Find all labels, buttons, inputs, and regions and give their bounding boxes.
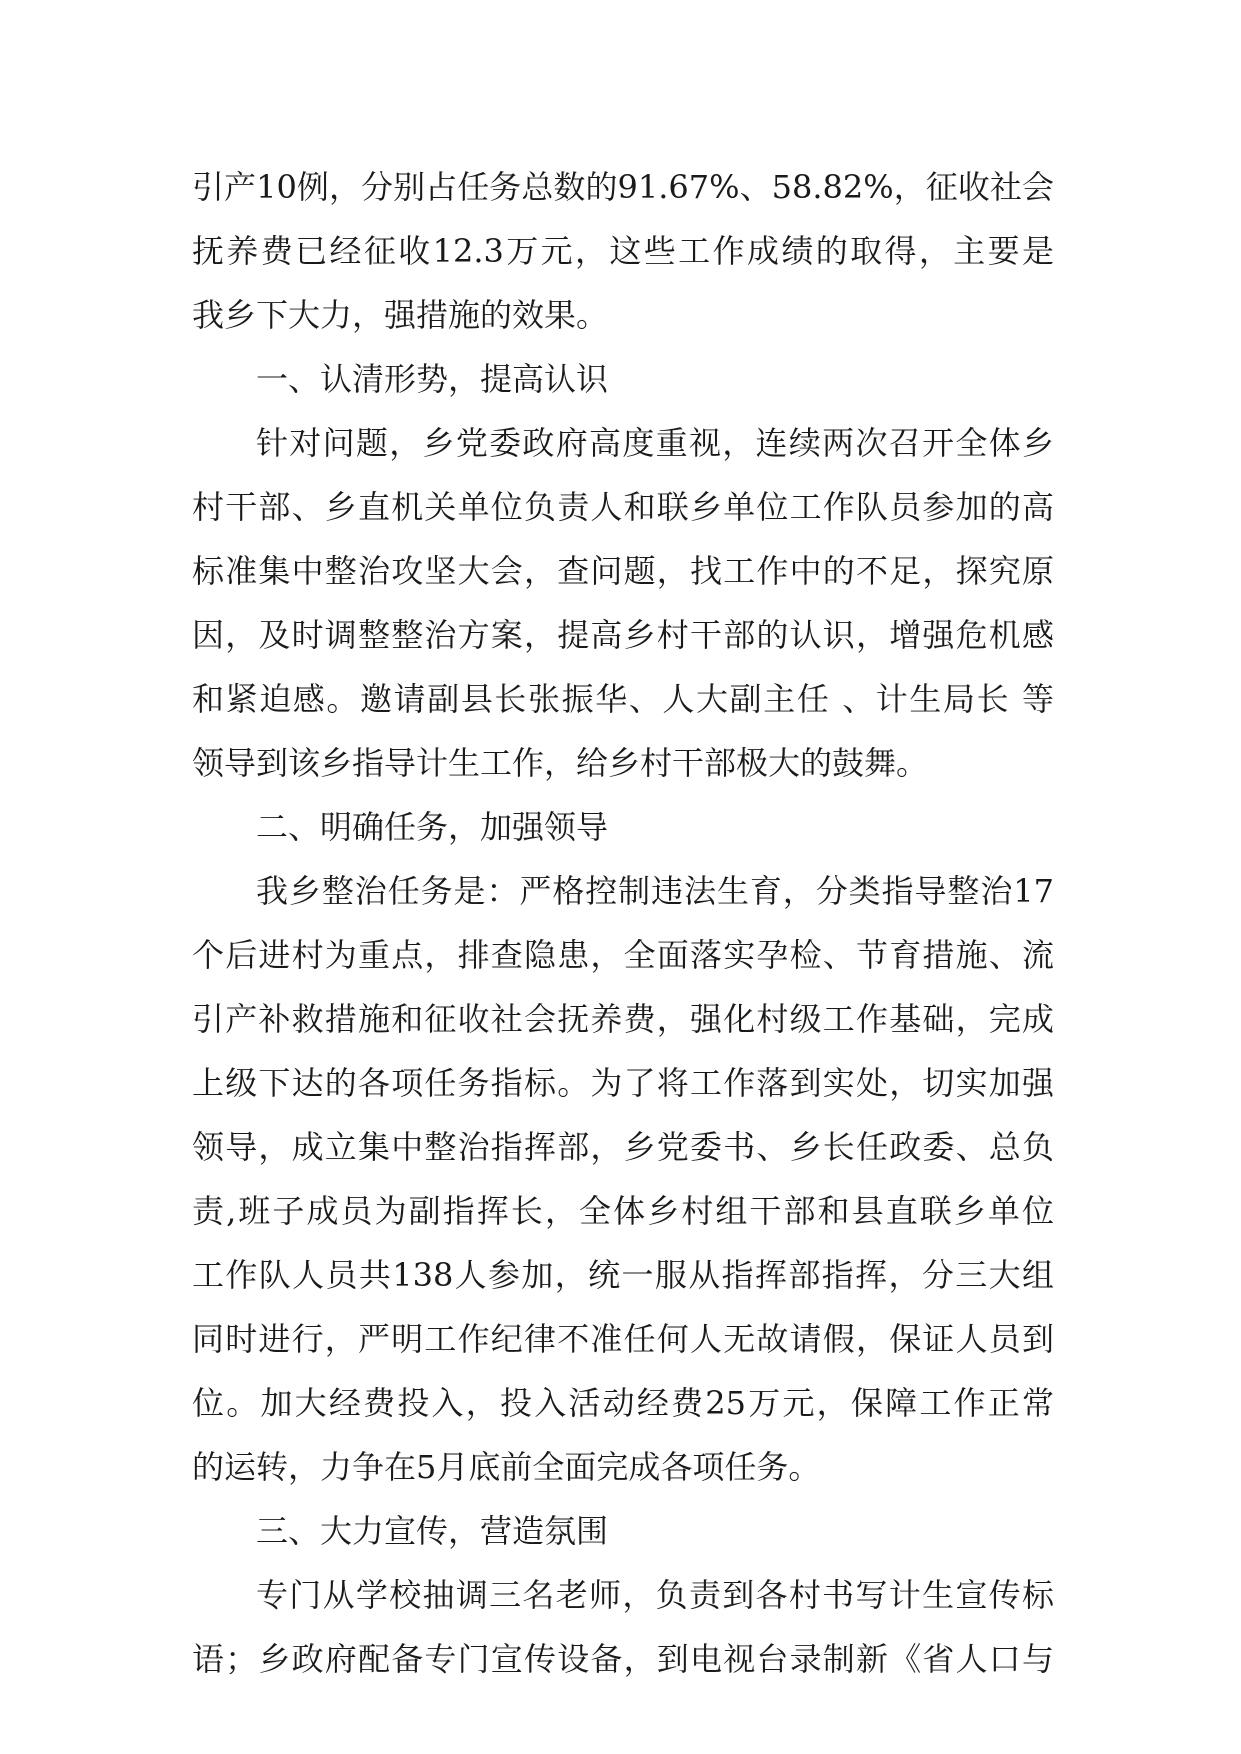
paragraph-line: 和紧迫感。邀请副县长张振华、人大副主任 、计生局长 等 [192,680,1054,718]
section-heading: 二、明确任务，加强领导 [256,808,609,846]
paragraph-line: 针对问题，乡党委政府高度重视，连续两次召开全体乡 [256,424,1054,462]
paragraph-line: 我乡下大力，强措施的效果。 [192,296,609,334]
paragraph-line: 引产10例，分别占任务总数的91.67%、58.82%，征收社会 [192,168,1054,206]
paragraph-line: 标准集中整治攻坚大会，查问题，找工作中的不足，探究原 [192,552,1054,590]
paragraph-line: 村干部、乡直机关单位负责人和联乡单位工作队员参加的高 [192,488,1054,526]
paragraph-line: 个后进村为重点，排查隐患，全面落实孕检、节育措施、流 [192,936,1054,974]
paragraph-line: 同时进行，严明工作纪律不准任何人无故请假，保证人员到 [192,1320,1054,1358]
paragraph-line: 工作队人员共138人参加，统一服从指挥部指挥，分三大组 [192,1256,1054,1294]
paragraph-line: 领导，成立集中整治指挥部，乡党委书、乡长任政委、总负 [192,1128,1054,1166]
paragraph-line: 责,班子成员为副指挥长，全体乡村组干部和县直联乡单位 [192,1192,1054,1230]
paragraph-line: 抚养费已经征收12.3万元，这些工作成绩的取得，主要是 [192,232,1054,270]
paragraph-line: 位。加大经费投入，投入活动经费25万元，保障工作正常 [192,1384,1054,1422]
paragraph-line: 上级下达的各项任务指标。为了将工作落到实处，切实加强 [192,1064,1054,1102]
document-body [192,155,1054,1691]
section-heading: 一、认清形势，提高认识 [256,360,609,398]
paragraph-line: 语；乡政府配备专门宣传设备，到电视台录制新《省人口与 [192,1640,1054,1678]
paragraph-line: 引产补救措施和征收社会抚养费，强化村级工作基础，完成 [192,1000,1054,1038]
paragraph-line: 领导到该乡指导计生工作，给乡村干部极大的鼓舞。 [192,744,929,782]
paragraph-line: 我乡整治任务是：严格控制违法生育，分类指导整治17 [256,872,1054,910]
paragraph-line: 专门从学校抽调三名老师，负责到各村书写计生宣传标 [256,1576,1054,1614]
section-heading: 三、大力宣传，营造氛围 [256,1512,609,1550]
paragraph-line: 因，及时调整整治方案，提高乡村干部的认识，增强危机感 [192,616,1054,654]
paragraph-line: 的运转，力争在5月底前全面完成各项任务。 [192,1448,821,1486]
